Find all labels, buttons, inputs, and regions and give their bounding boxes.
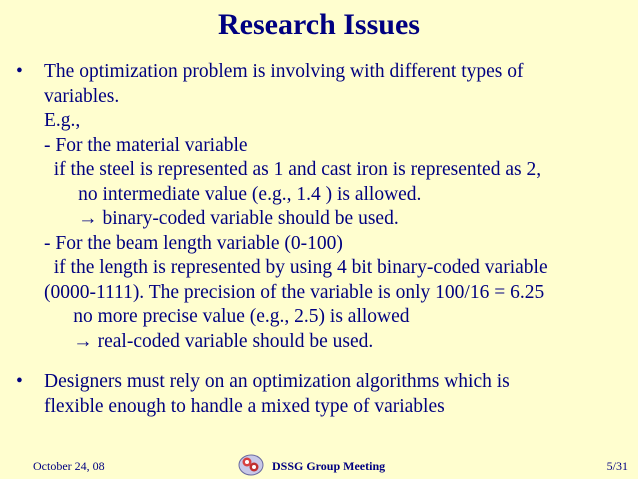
bullet-item-variable-types (16, 60, 626, 354)
slide-title: Research Issues (218, 8, 420, 41)
bullet-line: no intermediate value (e.g., 1.4 ) is allowed. (44, 183, 422, 205)
footer-date: October 24, 08 (33, 459, 105, 473)
bullet-dot: • (16, 61, 23, 82)
bullet-line: if the steel is represented as 1 and cast iron is represented as 2, (44, 159, 542, 180)
bullet-line: The optimization problem is involving with different types of (44, 61, 524, 82)
bullet-line: if the length is represented by using 4 bit binary-coded variable (44, 257, 548, 278)
footer-meeting: DSSG Group Meeting (272, 459, 386, 473)
bullet-text (44, 60, 626, 354)
dssg-logo-icon (238, 454, 264, 476)
bullet-line: variables. (44, 85, 120, 107)
bullet-line: E.g., (44, 110, 81, 131)
bullet-dot: • (16, 371, 23, 392)
bullet-item-designers (16, 370, 626, 419)
bullet-line: - For the material variable (44, 134, 248, 156)
footer-page-number: 5/31 (606, 459, 628, 473)
bullet-line: → real-coded variable should be used. (44, 330, 374, 352)
bullet-line: no more precise value (e.g., 2.5) is allowed (44, 306, 410, 327)
bullet-line: Designers must rely on an optimization algorithms which is (44, 371, 510, 392)
bullet-line: - For the beam length variable (0-100) (44, 232, 343, 254)
bullet-line: (0000-1111). The precision of the variable is only 100/16 = 6.25 (44, 281, 545, 303)
bullet-line: → binary-coded variable should be used. (44, 208, 399, 229)
bullet-line: flexible enough to handle a mixed type of variables (44, 395, 445, 417)
bullet-text (44, 370, 626, 419)
